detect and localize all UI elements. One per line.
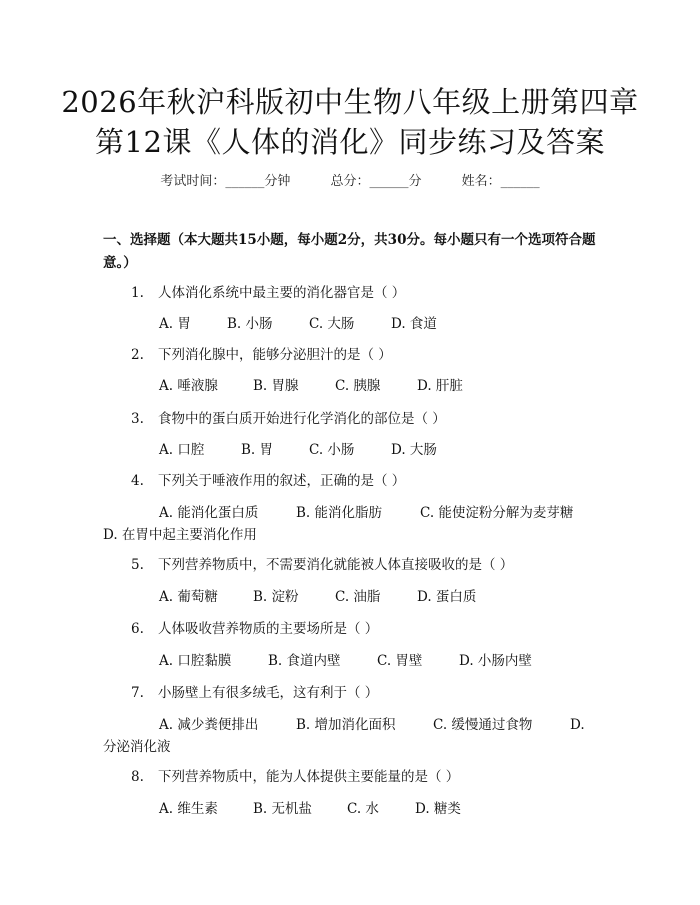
option: B. 胃腺: [253, 378, 299, 394]
option: D. 蛋白质: [417, 589, 477, 605]
question-number: 5.: [131, 557, 144, 573]
option: D.: [570, 717, 585, 733]
option: A. 唾液腺: [159, 378, 218, 394]
option-wrap: 分泌消化液: [103, 739, 171, 755]
option: D. 糖类: [415, 801, 461, 817]
question-number: 1.: [131, 285, 144, 301]
question-text: 人体吸收营养物质的主要场所是（ ）: [158, 621, 379, 637]
option-wrap: D. 在胃中起主要消化作用: [103, 527, 257, 543]
question-text: 小肠壁上有很多绒毛，这有利于（ ）: [158, 685, 379, 701]
question-text: 下列营养物质中，能为人体提供主要能量的是（ ）: [158, 769, 460, 785]
question-number: 4.: [131, 473, 144, 489]
question-number: 3.: [131, 411, 144, 427]
option: C. 大肠: [309, 316, 355, 332]
options-6: [159, 651, 609, 671]
options-8: [159, 799, 609, 819]
exam-meta: [0, 170, 700, 189]
exam-name: 姓名：______: [461, 174, 540, 189]
options-4: [159, 503, 609, 523]
question-text: 下列消化腺中，能够分泌胆汁的是（ ）: [158, 347, 392, 363]
question-number: 8.: [131, 769, 144, 785]
exam-time: 考试时间：______分钟: [160, 174, 291, 189]
question-7: [131, 683, 611, 703]
option: A. 口腔黏膜: [159, 653, 232, 669]
option: D. 肝脏: [417, 378, 463, 394]
option: A. 维生素: [159, 801, 218, 817]
option: D. 小肠内壁: [459, 653, 532, 669]
option: B. 能消化脂肪: [296, 505, 383, 521]
option: C. 胃壁: [377, 653, 423, 669]
question-2: [131, 345, 611, 365]
option: B. 无机盐: [253, 801, 313, 817]
options-1: [159, 314, 609, 334]
option: A. 能消化蛋白质: [159, 505, 259, 521]
option: B. 胃: [241, 442, 274, 458]
option: D. 食道: [391, 316, 437, 332]
section-heading: 一、选择题（本大题共15小题，每小题2分，共30分。每小题只有一个选项符合题意。）: [103, 232, 596, 271]
option: C. 水: [347, 801, 379, 817]
option: A. 葡萄糖: [159, 589, 218, 605]
options-3: [159, 440, 609, 460]
option: C. 能使淀粉分解为麦芽糖: [420, 505, 574, 521]
option: C. 缓慢通过食物: [433, 717, 533, 733]
question-3: [131, 409, 611, 429]
options-7: [159, 715, 609, 735]
question-text: 下列关于唾液作用的叙述，正确的是（ ）: [158, 473, 406, 489]
question-text: 食物中的蛋白质开始进行化学消化的部位是（ ）: [158, 411, 446, 427]
option: B. 增加消化面积: [296, 717, 396, 733]
option: B. 食道内壁: [268, 653, 341, 669]
page-title-line-1: 2026年秋沪科版初中生物八年级上册第四章: [61, 85, 639, 119]
question-4: [131, 471, 611, 491]
option: A. 胃: [159, 316, 191, 332]
option: B. 小肠: [227, 316, 273, 332]
question-number: 7.: [131, 685, 144, 701]
options-5: [159, 587, 609, 607]
option: B. 淀粉: [253, 589, 299, 605]
question-6: [131, 619, 611, 639]
question-5: [131, 555, 611, 575]
question-text: 下列营养物质中，不需要消化就能被人体直接吸收的是（ ）: [158, 557, 514, 573]
option: C. 胰腺: [335, 378, 381, 394]
question-number: 6.: [131, 621, 144, 637]
question-text: 人体消化系统中最主要的消化器官是（ ）: [158, 285, 406, 301]
option: D. 大肠: [391, 442, 437, 458]
question-8: [131, 767, 611, 787]
option: A. 减少粪便排出: [159, 717, 259, 733]
exam-score: 总分：______分: [330, 174, 422, 189]
option: A. 口腔: [159, 442, 205, 458]
question-1: [131, 283, 611, 303]
option: C. 小肠: [309, 442, 355, 458]
option: C. 油脂: [335, 589, 381, 605]
page-title-line-2: 第12课《人体的消化》同步练习及答案: [95, 125, 605, 159]
options-2: [159, 376, 609, 396]
question-number: 2.: [131, 347, 144, 363]
